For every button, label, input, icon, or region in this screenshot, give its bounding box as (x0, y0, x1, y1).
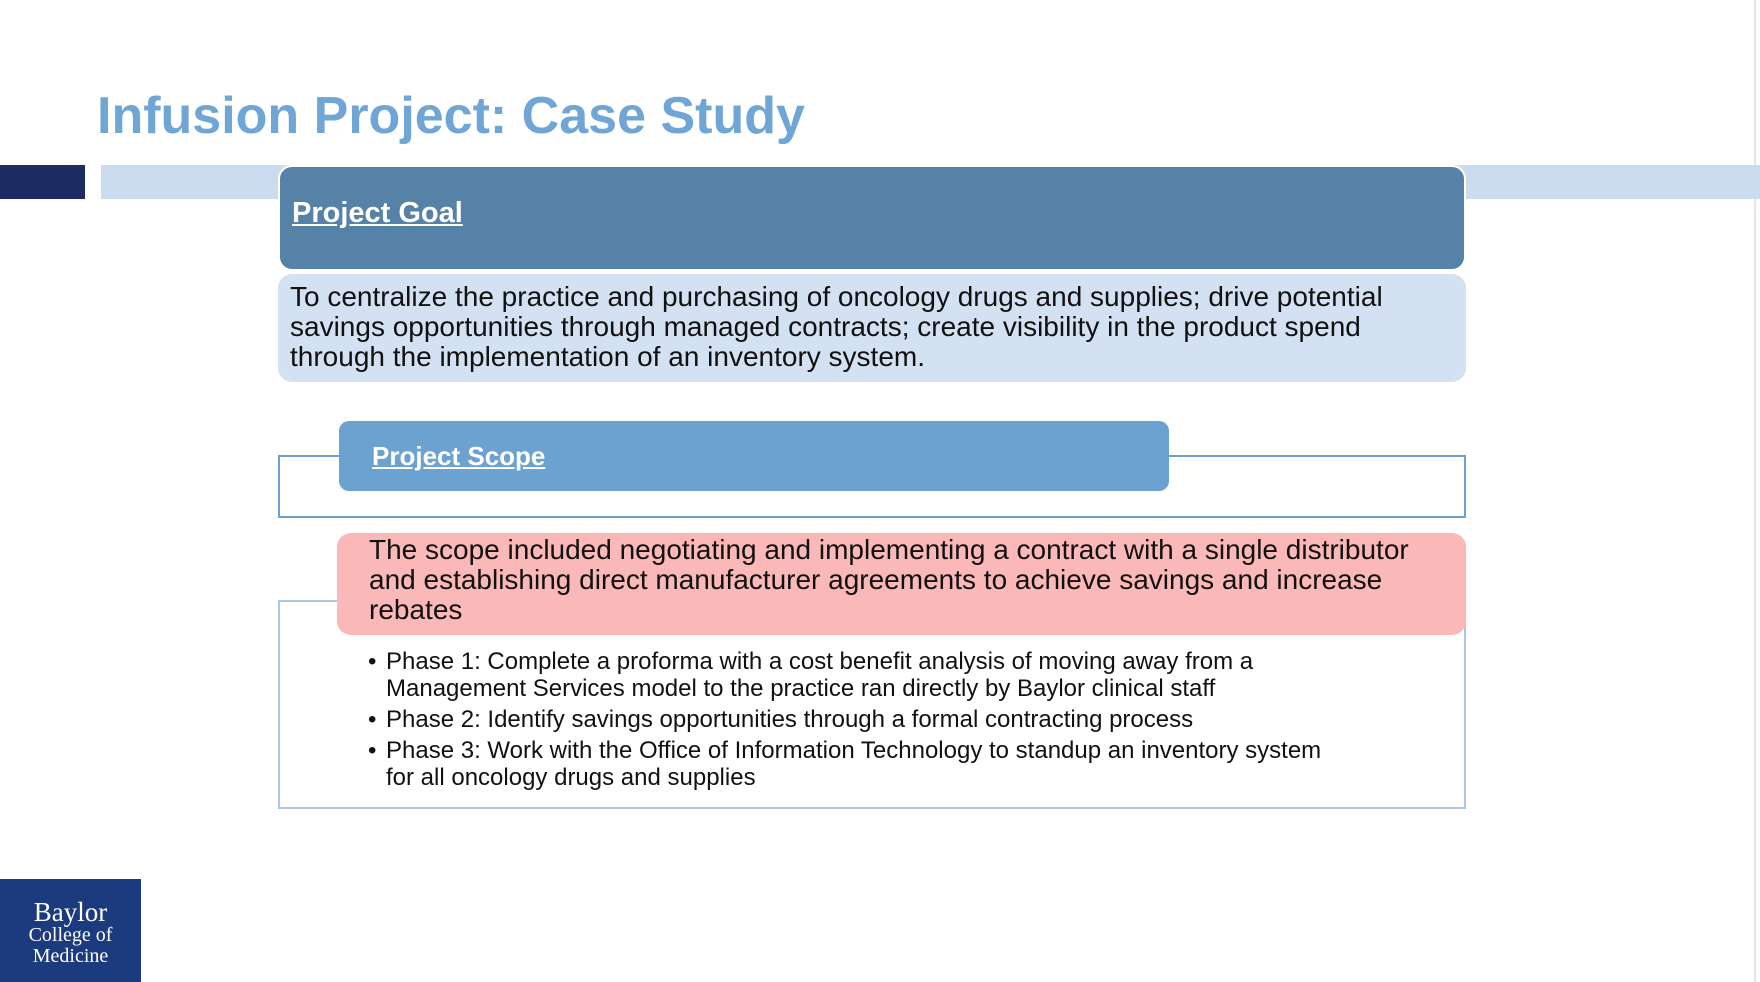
slide-edge-divider (1754, 0, 1756, 982)
baylor-logo (0, 879, 141, 982)
phase-text: Phase 1: Complete a proforma with a cost benefit analysis of moving away from a Management Services model to the practice ran directly by Baylor clinical staff (386, 648, 1254, 702)
logo-line-1: Baylor (33, 897, 108, 927)
title-accent-bar-dark (0, 165, 85, 199)
project-scope-summary: The scope included negotiating and implementing a contract with a single distributor and establishing direct manufacturer agreements to achieve savings and increase rebates (337, 533, 1466, 635)
project-scope-header (339, 421, 1169, 491)
logo-line-3: Medicine (32, 945, 109, 967)
logo-line-2: College of (28, 924, 113, 946)
project-goal-text: To centralize the practice and purchasing of oncology drugs and supplies; drive potential savings opportunities through managed contracts; create visibility in the product spend through the implementation of an inventory system. (278, 274, 1466, 382)
bullet-icon: • (368, 706, 377, 733)
project-phases-list (368, 648, 1348, 795)
list-item (368, 648, 1348, 702)
phase-text: Phase 3: Work with the Office of Information Technology to standup an inventory system for all oncology drugs and supplies (386, 737, 1322, 791)
project-goal-header (278, 165, 1466, 271)
bullet-icon: • (368, 648, 377, 675)
list-item (368, 706, 1348, 733)
phase-text: Phase 2: Identify savings opportunities through a formal contracting process (386, 706, 1194, 733)
bullet-icon: • (368, 737, 377, 764)
project-goal-heading: Project Goal (292, 197, 463, 229)
project-scope-heading: Project Scope (372, 441, 546, 471)
slide-title: Infusion Project: Case Study (97, 87, 805, 145)
list-item (368, 737, 1348, 791)
